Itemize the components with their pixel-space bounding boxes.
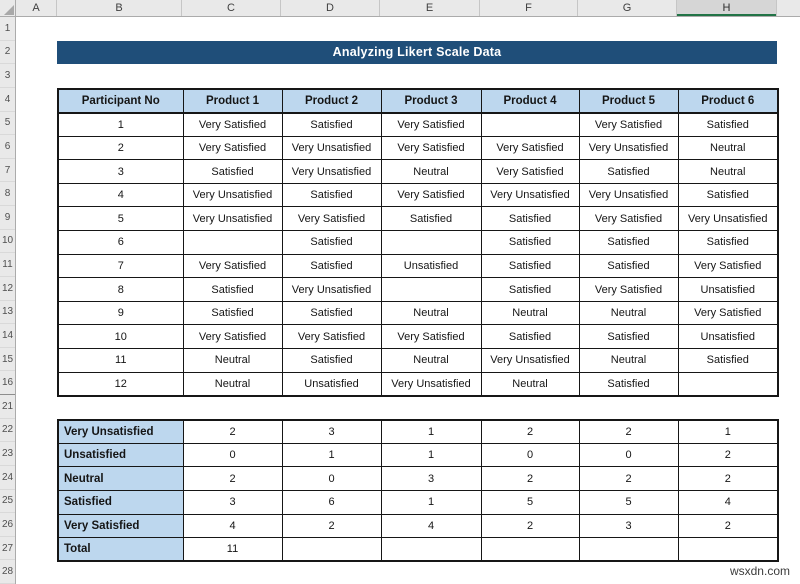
column-header-strip (16, 0, 800, 17)
likert-row (58, 113, 778, 137)
row-header-5[interactable]: 5 (0, 112, 15, 136)
summary-value-cell[interactable]: 2 (282, 514, 381, 538)
row-header-23[interactable]: 23 (0, 442, 15, 466)
likert-cell[interactable]: 8 (58, 278, 183, 302)
likert-row (58, 231, 778, 255)
row-header-26[interactable]: 26 (0, 513, 15, 537)
row-header-15[interactable]: 15 (0, 348, 15, 372)
summary-label-cell[interactable]: Neutral (58, 467, 183, 491)
likert-cell[interactable]: Very Satisfied (678, 254, 778, 278)
likert-row (58, 349, 778, 373)
likert-row (58, 136, 778, 160)
likert-cell[interactable]: Satisfied (282, 183, 381, 207)
column-header-C[interactable]: C (182, 0, 281, 16)
summary-row (58, 514, 778, 538)
likert-cell[interactable]: Satisfied (183, 301, 282, 325)
likert-cell[interactable]: Satisfied (481, 254, 579, 278)
likert-row (58, 207, 778, 231)
likert-header-cell[interactable]: Product 3 (381, 89, 481, 113)
likert-cell[interactable]: Satisfied (678, 183, 778, 207)
likert-cell[interactable] (381, 231, 481, 255)
row-header-1[interactable]: 1 (0, 17, 15, 41)
likert-cell[interactable]: Satisfied (282, 254, 381, 278)
likert-cell[interactable]: Very Satisfied (381, 136, 481, 160)
likert-cell[interactable]: Satisfied (579, 325, 678, 349)
likert-cell[interactable] (381, 278, 481, 302)
likert-cell[interactable]: Very Satisfied (678, 301, 778, 325)
row-header-28[interactable]: 28 (0, 560, 15, 584)
summary-label-cell[interactable]: Very Satisfied (58, 514, 183, 538)
likert-cell[interactable]: Satisfied (282, 231, 381, 255)
select-all-button[interactable] (0, 0, 16, 17)
likert-header-cell[interactable]: Product 1 (183, 89, 282, 113)
summary-row (58, 490, 778, 514)
likert-cell[interactable]: Very Unsatisfied (183, 207, 282, 231)
summary-value-cell[interactable]: 11 (183, 538, 282, 562)
row-header-22[interactable]: 22 (0, 419, 15, 443)
likert-cell[interactable]: Very Satisfied (481, 160, 579, 184)
summary-row (58, 538, 778, 562)
likert-cell[interactable]: Unsatisfied (381, 254, 481, 278)
likert-header-cell[interactable]: Product 4 (481, 89, 579, 113)
likert-cell[interactable]: Satisfied (381, 207, 481, 231)
row-header-8[interactable]: 8 (0, 182, 15, 206)
likert-row (58, 301, 778, 325)
likert-cell[interactable]: 7 (58, 254, 183, 278)
likert-cell[interactable]: 1 (58, 113, 183, 137)
likert-cell[interactable]: Very Unsatisfied (481, 183, 579, 207)
likert-cell[interactable]: Neutral (678, 160, 778, 184)
summary-label-cell[interactable]: Unsatisfied (58, 443, 183, 467)
likert-cell[interactable]: Satisfied (481, 231, 579, 255)
row-header-24[interactable]: 24 (0, 466, 15, 490)
summary-value-cell[interactable]: 2 (183, 420, 282, 444)
row-header-9[interactable]: 9 (0, 206, 15, 230)
row-header-16[interactable]: 16 (0, 371, 15, 395)
likert-cell[interactable]: Very Unsatisfied (183, 183, 282, 207)
summary-label-cell[interactable]: Total (58, 538, 183, 562)
likert-row (58, 254, 778, 278)
likert-cell[interactable]: Unsatisfied (678, 325, 778, 349)
likert-data-table (57, 88, 779, 397)
likert-cell[interactable]: 9 (58, 301, 183, 325)
summary-value-cell[interactable]: 2 (183, 467, 282, 491)
summary-value-cell[interactable]: 5 (481, 490, 579, 514)
summary-label-cell[interactable]: Satisfied (58, 490, 183, 514)
column-header-A[interactable]: A (16, 0, 57, 16)
row-header-strip (0, 17, 16, 584)
likert-cell[interactable]: Very Satisfied (579, 278, 678, 302)
summary-value-cell[interactable]: 2 (678, 467, 778, 491)
summary-value-cell[interactable]: 6 (282, 490, 381, 514)
column-header-D[interactable]: D (281, 0, 380, 16)
likert-cell[interactable]: Very Satisfied (579, 113, 678, 137)
row-header-12[interactable]: 12 (0, 277, 15, 301)
likert-cell[interactable]: Very Unsatisfied (282, 160, 381, 184)
likert-cell[interactable]: Very Satisfied (381, 113, 481, 137)
likert-cell[interactable]: Very Satisfied (183, 254, 282, 278)
likert-cell[interactable]: Neutral (579, 349, 678, 373)
likert-cell[interactable]: Unsatisfied (678, 278, 778, 302)
likert-cell[interactable]: Very Unsatisfied (481, 349, 579, 373)
summary-value-cell[interactable]: 2 (678, 443, 778, 467)
summary-value-cell[interactable] (579, 538, 678, 562)
summary-value-cell[interactable]: 2 (678, 514, 778, 538)
summary-value-cell[interactable]: 4 (678, 490, 778, 514)
summary-value-cell[interactable]: 1 (678, 420, 778, 444)
summary-value-cell[interactable]: 2 (481, 514, 579, 538)
likert-row (58, 183, 778, 207)
likert-cell[interactable]: Neutral (183, 349, 282, 373)
likert-row (58, 160, 778, 184)
column-header-F[interactable]: F (480, 0, 578, 16)
summary-value-cell[interactable]: 2 (481, 420, 579, 444)
likert-cell[interactable]: Satisfied (282, 113, 381, 137)
summary-label-cell[interactable]: Very Unsatisfied (58, 420, 183, 444)
likert-cell[interactable]: Neutral (381, 160, 481, 184)
summary-value-cell[interactable] (481, 538, 579, 562)
likert-cell[interactable]: Neutral (381, 349, 481, 373)
summary-value-cell[interactable]: 0 (183, 443, 282, 467)
likert-cell[interactable]: Satisfied (678, 113, 778, 137)
likert-cell[interactable]: Very Satisfied (183, 136, 282, 160)
summary-value-cell[interactable]: 1 (282, 443, 381, 467)
summary-value-cell[interactable] (282, 538, 381, 562)
summary-value-cell[interactable]: 1 (381, 443, 481, 467)
summary-value-cell[interactable]: 3 (183, 490, 282, 514)
likert-cell[interactable]: Very Satisfied (183, 113, 282, 137)
row-header-4[interactable]: 4 (0, 88, 15, 112)
select-all-icon (4, 5, 14, 15)
summary-value-cell[interactable]: 1 (381, 490, 481, 514)
summary-value-cell[interactable]: 2 (481, 467, 579, 491)
watermark-text: wsxdn.com (729, 564, 790, 578)
likert-cell[interactable]: Very Satisfied (282, 325, 381, 349)
summary-value-cell[interactable]: 2 (579, 420, 678, 444)
likert-cell[interactable]: Satisfied (481, 207, 579, 231)
likert-cell[interactable]: Neutral (381, 301, 481, 325)
summary-value-cell[interactable]: 3 (381, 467, 481, 491)
likert-cell[interactable]: Neutral (481, 372, 579, 396)
likert-cell[interactable]: Very Satisfied (183, 325, 282, 349)
likert-cell[interactable]: Very Unsatisfied (282, 278, 381, 302)
summary-value-cell[interactable]: 0 (579, 443, 678, 467)
likert-header-cell[interactable]: Product 6 (678, 89, 778, 113)
likert-cell[interactable]: Very Satisfied (481, 136, 579, 160)
likert-cell[interactable]: Satisfied (282, 301, 381, 325)
likert-cell[interactable]: Very Unsatisfied (579, 183, 678, 207)
column-header-E[interactable]: E (380, 0, 480, 16)
likert-cell[interactable] (183, 231, 282, 255)
summary-value-cell[interactable]: 0 (282, 467, 381, 491)
likert-cell[interactable]: Satisfied (678, 231, 778, 255)
row-header-27[interactable]: 27 (0, 537, 15, 561)
row-header-2[interactable]: 2 (0, 41, 15, 65)
summary-row (58, 467, 778, 491)
likert-cell[interactable]: 11 (58, 349, 183, 373)
likert-cell[interactable]: 2 (58, 136, 183, 160)
likert-cell[interactable]: Neutral (678, 136, 778, 160)
likert-cell[interactable]: Neutral (579, 301, 678, 325)
likert-cell[interactable]: 3 (58, 160, 183, 184)
row-header-10[interactable]: 10 (0, 230, 15, 254)
row-header-7[interactable]: 7 (0, 159, 15, 183)
likert-cell[interactable]: Satisfied (481, 325, 579, 349)
likert-row (58, 278, 778, 302)
row-header-14[interactable]: 14 (0, 324, 15, 348)
summary-count-table (57, 419, 779, 563)
likert-cell[interactable]: Satisfied (579, 160, 678, 184)
column-header-H[interactable]: H (677, 0, 777, 16)
summary-value-cell[interactable]: 0 (481, 443, 579, 467)
likert-header-cell[interactable]: Product 5 (579, 89, 678, 113)
column-header-filler (777, 0, 800, 16)
likert-cell[interactable]: Very Unsatisfied (678, 207, 778, 231)
row-header-11[interactable]: 11 (0, 253, 15, 277)
likert-cell[interactable]: Very Unsatisfied (381, 372, 481, 396)
likert-cell[interactable]: 10 (58, 325, 183, 349)
row-header-3[interactable]: 3 (0, 64, 15, 88)
likert-cell[interactable]: Very Satisfied (381, 325, 481, 349)
likert-cell[interactable] (678, 372, 778, 396)
column-header-B[interactable]: B (57, 0, 182, 16)
likert-header-row (58, 89, 778, 113)
likert-header-cell[interactable]: Participant No (58, 89, 183, 113)
row-header-21[interactable]: 21 (0, 395, 15, 419)
row-header-25[interactable]: 25 (0, 490, 15, 514)
likert-cell[interactable]: Satisfied (579, 254, 678, 278)
likert-cell[interactable]: Very Unsatisfied (282, 136, 381, 160)
likert-cell[interactable]: Satisfied (481, 278, 579, 302)
summary-value-cell[interactable]: 2 (579, 467, 678, 491)
likert-cell[interactable]: Satisfied (579, 231, 678, 255)
likert-cell[interactable]: Satisfied (678, 349, 778, 373)
likert-cell[interactable]: 6 (58, 231, 183, 255)
likert-cell[interactable]: Very Satisfied (579, 207, 678, 231)
summary-value-cell[interactable]: 4 (381, 514, 481, 538)
likert-cell[interactable]: 5 (58, 207, 183, 231)
column-header-G[interactable]: G (578, 0, 677, 16)
likert-cell[interactable]: Neutral (183, 372, 282, 396)
summary-value-cell[interactable] (381, 538, 481, 562)
likert-cell[interactable]: Satisfied (282, 349, 381, 373)
likert-cell[interactable]: Neutral (481, 301, 579, 325)
summary-value-cell[interactable]: 1 (381, 420, 481, 444)
summary-row (58, 443, 778, 467)
likert-cell[interactable]: 4 (58, 183, 183, 207)
likert-cell[interactable] (481, 113, 579, 137)
row-header-13[interactable]: 13 (0, 301, 15, 325)
likert-cell[interactable]: Very Satisfied (381, 183, 481, 207)
likert-cell[interactable]: Satisfied (183, 160, 282, 184)
likert-cell[interactable]: 12 (58, 372, 183, 396)
likert-cell[interactable]: Very Unsatisfied (579, 136, 678, 160)
summary-value-cell[interactable]: 3 (579, 514, 678, 538)
likert-cell[interactable]: Unsatisfied (282, 372, 381, 396)
row-header-6[interactable]: 6 (0, 135, 15, 159)
sheet-title-banner[interactable]: Analyzing Likert Scale Data (57, 41, 777, 65)
summary-value-cell[interactable]: 5 (579, 490, 678, 514)
summary-row (58, 420, 778, 444)
likert-header-cell[interactable]: Product 2 (282, 89, 381, 113)
summary-value-cell[interactable]: 4 (183, 514, 282, 538)
summary-value-cell[interactable]: 3 (282, 420, 381, 444)
likert-row (58, 372, 778, 396)
likert-cell[interactable]: Satisfied (183, 278, 282, 302)
likert-row (58, 325, 778, 349)
likert-cell[interactable]: Satisfied (579, 372, 678, 396)
likert-cell[interactable]: Very Satisfied (282, 207, 381, 231)
summary-value-cell[interactable] (678, 538, 778, 562)
